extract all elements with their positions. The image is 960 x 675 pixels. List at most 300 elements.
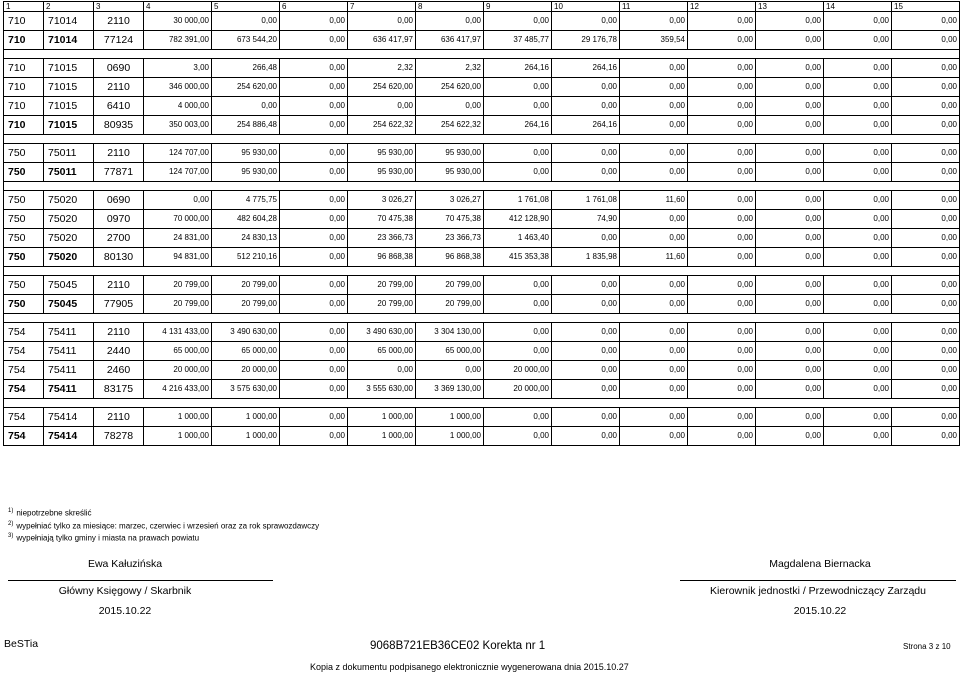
table-cell: 0,00 — [824, 210, 892, 229]
table-cell: 20 799,00 — [416, 276, 484, 295]
table-cell: 0,00 — [552, 78, 620, 97]
table-cell: 0690 — [94, 59, 144, 78]
total-row — [4, 295, 960, 314]
table-cell: 0,00 — [620, 342, 688, 361]
spacer-cell — [416, 135, 484, 144]
table-cell: 0,00 — [688, 229, 756, 248]
spacer-cell — [348, 314, 416, 323]
spacer-cell — [620, 267, 688, 276]
table-cell: 3 490 630,00 — [348, 323, 416, 342]
table-cell: 636 417,97 — [416, 31, 484, 50]
spacer-cell — [94, 314, 144, 323]
table-cell: 254 622,32 — [348, 116, 416, 135]
table-cell: 0,00 — [280, 59, 348, 78]
table-row — [4, 361, 960, 380]
spacer-cell — [892, 267, 960, 276]
table-cell: 0,00 — [756, 248, 824, 267]
table-cell: 673 544,20 — [212, 31, 280, 50]
table-row — [4, 408, 960, 427]
spacer-cell — [416, 399, 484, 408]
table-cell: 2700 — [94, 229, 144, 248]
table-cell: 75020 — [44, 248, 94, 267]
table-cell: 75411 — [44, 342, 94, 361]
spacer-cell — [44, 267, 94, 276]
table-cell: 0,00 — [824, 342, 892, 361]
spacer-cell — [552, 267, 620, 276]
table-cell: 0,00 — [620, 163, 688, 182]
table-cell: 65 000,00 — [348, 342, 416, 361]
spacer-cell — [824, 399, 892, 408]
spacer-row — [4, 182, 960, 191]
table-cell: 0,00 — [892, 163, 960, 182]
table-cell: 0,00 — [620, 276, 688, 295]
table-cell: 0,00 — [620, 380, 688, 399]
table-cell: 0,00 — [756, 427, 824, 446]
spacer-cell — [144, 399, 212, 408]
spacer-cell — [4, 267, 44, 276]
column-number: 13 — [756, 2, 824, 12]
footer-system: BeSTia — [4, 638, 39, 650]
table-cell: 0,00 — [756, 276, 824, 295]
table-cell: 0,00 — [552, 12, 620, 31]
table-cell: 95 930,00 — [348, 144, 416, 163]
table-cell: 350 003,00 — [144, 116, 212, 135]
table-cell: 750 — [4, 229, 44, 248]
table-cell: 0,00 — [552, 163, 620, 182]
column-number: 12 — [688, 2, 756, 12]
table-cell: 20 000,00 — [484, 361, 552, 380]
table-cell: 0,00 — [892, 78, 960, 97]
column-number: 7 — [348, 2, 416, 12]
table-cell: 415 353,38 — [484, 248, 552, 267]
table-cell: 0,00 — [484, 163, 552, 182]
left-signature-line — [8, 580, 273, 581]
table-cell: 71014 — [44, 12, 94, 31]
table-cell: 0,00 — [892, 361, 960, 380]
table-row — [4, 97, 960, 116]
spacer-cell — [688, 267, 756, 276]
spacer-cell — [416, 267, 484, 276]
spacer-cell — [280, 314, 348, 323]
column-number: 1 — [4, 2, 44, 12]
table-cell: 0,00 — [892, 408, 960, 427]
table-row — [4, 59, 960, 78]
table-cell: 75045 — [44, 295, 94, 314]
table-cell: 75411 — [44, 361, 94, 380]
table-cell: 0,00 — [484, 323, 552, 342]
table-cell: 2110 — [94, 12, 144, 31]
table-cell: 70 000,00 — [144, 210, 212, 229]
spacer-row — [4, 135, 960, 144]
spacer-cell — [892, 50, 960, 59]
table-cell: 0,00 — [824, 229, 892, 248]
table-cell: 0,00 — [688, 276, 756, 295]
table-cell: 0,00 — [892, 144, 960, 163]
table-cell: 0,00 — [756, 97, 824, 116]
table-cell: 0,00 — [280, 248, 348, 267]
spacer-cell — [824, 50, 892, 59]
table-cell: 74,90 — [552, 210, 620, 229]
table-cell: 754 — [4, 323, 44, 342]
table-cell: 0,00 — [620, 78, 688, 97]
table-cell: 2110 — [94, 276, 144, 295]
left-signature-date: 2015.10.22 — [98, 605, 152, 617]
table-cell: 2110 — [94, 408, 144, 427]
table-cell: 750 — [4, 163, 44, 182]
table-cell: 1 000,00 — [144, 427, 212, 446]
table-cell: 0,00 — [824, 380, 892, 399]
table-cell: 0970 — [94, 210, 144, 229]
table-cell: 0,00 — [824, 163, 892, 182]
table-cell: 482 604,28 — [212, 210, 280, 229]
table-cell: 0,00 — [892, 323, 960, 342]
total-row — [4, 31, 960, 50]
table-cell: 0,00 — [688, 12, 756, 31]
column-number: 9 — [484, 2, 552, 12]
spacer-cell — [212, 267, 280, 276]
spacer-cell — [416, 314, 484, 323]
table-cell: 0690 — [94, 191, 144, 210]
spacer-cell — [484, 399, 552, 408]
table-cell: 0,00 — [552, 380, 620, 399]
table-cell: 4 000,00 — [144, 97, 212, 116]
table-cell: 0,00 — [824, 31, 892, 50]
table-cell: 0,00 — [620, 323, 688, 342]
table-cell: 0,00 — [620, 408, 688, 427]
spacer-cell — [688, 50, 756, 59]
total-row — [4, 116, 960, 135]
table-cell: 710 — [4, 97, 44, 116]
spacer-cell — [348, 267, 416, 276]
table-cell: 0,00 — [688, 59, 756, 78]
table-cell: 346 000,00 — [144, 78, 212, 97]
spacer-cell — [756, 314, 824, 323]
table-cell: 3 369 130,00 — [416, 380, 484, 399]
table-cell: 78278 — [94, 427, 144, 446]
right-signature-line — [680, 580, 956, 581]
table-cell: 0,00 — [824, 97, 892, 116]
spacer-cell — [756, 50, 824, 59]
table-cell: 0,00 — [484, 295, 552, 314]
table-cell: 1 000,00 — [144, 408, 212, 427]
table-cell: 0,00 — [824, 361, 892, 380]
table-cell: 0,00 — [824, 427, 892, 446]
spacer-cell — [552, 314, 620, 323]
table-cell: 20 000,00 — [212, 361, 280, 380]
spacer-cell — [688, 135, 756, 144]
table-cell: 2110 — [94, 144, 144, 163]
spacer-cell — [620, 50, 688, 59]
table-cell: 359,54 — [620, 31, 688, 50]
table-cell: 3 304 130,00 — [416, 323, 484, 342]
footnote-2: $^{2)}$ wypełniać tylko za miesiące: marzec, czerwiec i wrzesień oraz za rok sprawozdawczy — [8, 520, 320, 531]
table-cell: 0,00 — [280, 361, 348, 380]
spacer-cell — [552, 399, 620, 408]
table-cell: 266,48 — [212, 59, 280, 78]
table-cell: 0,00 — [892, 229, 960, 248]
table-cell: 75020 — [44, 210, 94, 229]
table-cell: 0,00 — [688, 295, 756, 314]
column-number: 10 — [552, 2, 620, 12]
table-cell: 0,00 — [688, 97, 756, 116]
table-cell: 0,00 — [892, 31, 960, 50]
spacer-cell — [688, 399, 756, 408]
table-cell: 264,16 — [552, 116, 620, 135]
spacer-cell — [892, 314, 960, 323]
spacer-cell — [756, 267, 824, 276]
spacer-cell — [280, 267, 348, 276]
spacer-cell — [280, 399, 348, 408]
table-cell: 0,00 — [280, 116, 348, 135]
spacer-cell — [280, 182, 348, 191]
table-cell: 0,00 — [824, 144, 892, 163]
table-cell: 24 831,00 — [144, 229, 212, 248]
table-cell: 20 799,00 — [144, 295, 212, 314]
table-cell: 20 000,00 — [144, 361, 212, 380]
table-cell: 264,16 — [552, 59, 620, 78]
table-cell: 20 799,00 — [144, 276, 212, 295]
spacer-row — [4, 267, 960, 276]
table-cell: 20 799,00 — [348, 295, 416, 314]
table-cell: 0,00 — [688, 408, 756, 427]
spacer-cell — [94, 182, 144, 191]
table-cell: 0,00 — [212, 97, 280, 116]
table-cell: 754 — [4, 427, 44, 446]
table-cell: 80130 — [94, 248, 144, 267]
table-cell: 754 — [4, 380, 44, 399]
table-cell: 65 000,00 — [212, 342, 280, 361]
table-cell: 0,00 — [688, 342, 756, 361]
spacer-cell — [44, 135, 94, 144]
table-cell: 75011 — [44, 163, 94, 182]
table-cell: 0,00 — [552, 229, 620, 248]
table-cell: 70 475,38 — [416, 210, 484, 229]
column-number: 3 — [94, 2, 144, 12]
table-cell: 0,00 — [280, 144, 348, 163]
table-cell: 71015 — [44, 97, 94, 116]
table-cell: 0,00 — [688, 248, 756, 267]
table-cell: 71014 — [44, 31, 94, 50]
spacer-cell — [4, 50, 44, 59]
table-cell: 0,00 — [688, 144, 756, 163]
right-signature-role: Kierownik jednostki / Przewodniczący Zarządu — [710, 585, 926, 597]
spacer-cell — [824, 182, 892, 191]
table-cell: 65 000,00 — [416, 342, 484, 361]
spacer-cell — [212, 314, 280, 323]
table-cell: 0,00 — [620, 295, 688, 314]
right-signature-name: Magdalena Biernacka — [769, 558, 871, 570]
table-cell: 0,00 — [280, 408, 348, 427]
table-cell: 0,00 — [484, 427, 552, 446]
table-cell: 264,16 — [484, 116, 552, 135]
spacer-cell — [416, 182, 484, 191]
table-cell: 0,00 — [620, 116, 688, 135]
table-cell: 2,32 — [348, 59, 416, 78]
table-cell: 0,00 — [756, 78, 824, 97]
total-row — [4, 248, 960, 267]
table-cell: 71015 — [44, 59, 94, 78]
spacer-cell — [212, 50, 280, 59]
spacer-cell — [688, 314, 756, 323]
table-cell: 636 417,97 — [348, 31, 416, 50]
table-cell: 24 830,13 — [212, 229, 280, 248]
table-cell: 0,00 — [620, 97, 688, 116]
column-number: 11 — [620, 2, 688, 12]
table-cell: 0,00 — [280, 210, 348, 229]
table-cell: 95 930,00 — [212, 163, 280, 182]
spacer-cell — [756, 135, 824, 144]
spacer-cell — [144, 314, 212, 323]
table-cell: 0,00 — [824, 323, 892, 342]
table-cell: 0,00 — [688, 361, 756, 380]
spacer-cell — [94, 399, 144, 408]
table-cell: 124 707,00 — [144, 144, 212, 163]
table-cell: 0,00 — [280, 229, 348, 248]
table-cell: 0,00 — [688, 380, 756, 399]
table-cell: 0,00 — [484, 342, 552, 361]
column-number: 2 — [44, 2, 94, 12]
table-cell: 0,00 — [484, 97, 552, 116]
table-cell: 0,00 — [484, 144, 552, 163]
table-cell: 0,00 — [620, 144, 688, 163]
table-cell: 0,00 — [756, 144, 824, 163]
spacer-cell — [824, 267, 892, 276]
table-cell: 750 — [4, 295, 44, 314]
table-cell: 20 000,00 — [484, 380, 552, 399]
table-cell: 0,00 — [280, 295, 348, 314]
spacer-cell — [44, 50, 94, 59]
table-cell: 0,00 — [280, 380, 348, 399]
table-cell: 0,00 — [144, 191, 212, 210]
table-cell: 3 555 630,00 — [348, 380, 416, 399]
table-cell: 0,00 — [416, 97, 484, 116]
table-cell: 0,00 — [688, 323, 756, 342]
table-cell: 20 799,00 — [348, 276, 416, 295]
spacer-row — [4, 399, 960, 408]
table-cell: 0,00 — [824, 408, 892, 427]
table-cell: 0,00 — [484, 408, 552, 427]
table-cell: 75011 — [44, 144, 94, 163]
table-cell: 0,00 — [280, 163, 348, 182]
table-cell: 0,00 — [892, 97, 960, 116]
report-sheet — [3, 1, 957, 446]
table-cell: 37 485,77 — [484, 31, 552, 50]
table-cell: 1 000,00 — [416, 408, 484, 427]
table-cell: 11,60 — [620, 191, 688, 210]
footer-copy-note: Kopia z dokumentu podpisanego elektronicznie wygenerowana dnia 2015.10.27 — [310, 662, 629, 672]
spacer-cell — [212, 399, 280, 408]
table-cell: 754 — [4, 408, 44, 427]
footer-code: 9068B721EB36CE02 Korekta nr 1 — [370, 640, 546, 652]
spacer-cell — [892, 135, 960, 144]
table-cell: 0,00 — [620, 427, 688, 446]
table-cell: 754 — [4, 342, 44, 361]
table-cell: 23 366,73 — [348, 229, 416, 248]
spacer-cell — [212, 135, 280, 144]
spacer-cell — [688, 182, 756, 191]
table-cell: 710 — [4, 59, 44, 78]
table-cell: 0,00 — [484, 276, 552, 295]
table-cell: 77124 — [94, 31, 144, 50]
left-signature-name: Ewa Kałuzińska — [87, 558, 163, 570]
column-number: 15 — [892, 2, 960, 12]
spacer-cell — [416, 50, 484, 59]
table-cell: 1 761,08 — [552, 191, 620, 210]
table-cell: 2440 — [94, 342, 144, 361]
column-number: 14 — [824, 2, 892, 12]
table-cell: 0,00 — [892, 276, 960, 295]
table-cell: 512 210,16 — [212, 248, 280, 267]
table-cell: 0,00 — [620, 59, 688, 78]
table-cell: 77871 — [94, 163, 144, 182]
footnote-3: $^{3)}$ wypełniają tylko gminy i miasta na prawach powiatu — [8, 533, 200, 543]
table-cell: 4 775,75 — [212, 191, 280, 210]
table-cell: 96 868,38 — [348, 248, 416, 267]
table-cell: 3 575 630,00 — [212, 380, 280, 399]
table-cell: 77905 — [94, 295, 144, 314]
table-cell: 0,00 — [824, 191, 892, 210]
table-cell: 2110 — [94, 78, 144, 97]
total-row — [4, 380, 960, 399]
table-cell: 95 930,00 — [416, 144, 484, 163]
table-cell: 2,32 — [416, 59, 484, 78]
table-cell: 124 707,00 — [144, 163, 212, 182]
table-cell: 0,00 — [892, 59, 960, 78]
table-cell: 3,00 — [144, 59, 212, 78]
table-cell: 0,00 — [892, 427, 960, 446]
table-cell: 254 620,00 — [416, 78, 484, 97]
spacer-cell — [824, 314, 892, 323]
table-cell: 71015 — [44, 78, 94, 97]
spacer-cell — [892, 182, 960, 191]
table-cell: 0,00 — [552, 144, 620, 163]
table-cell: 0,00 — [892, 380, 960, 399]
spacer-cell — [4, 314, 44, 323]
spacer-cell — [552, 135, 620, 144]
table-row — [4, 210, 960, 229]
table-cell: 0,00 — [552, 276, 620, 295]
table-cell: 83175 — [94, 380, 144, 399]
spacer-cell — [4, 182, 44, 191]
table-cell: 1 000,00 — [348, 408, 416, 427]
table-cell: 0,00 — [756, 210, 824, 229]
budget-table — [3, 1, 960, 446]
spacer-cell — [620, 314, 688, 323]
table-cell: 0,00 — [280, 323, 348, 342]
table-cell: 0,00 — [484, 12, 552, 31]
table-cell: 0,00 — [756, 12, 824, 31]
spacer-cell — [4, 135, 44, 144]
table-cell: 1 000,00 — [416, 427, 484, 446]
table-cell: 0,00 — [756, 380, 824, 399]
table-cell: 0,00 — [280, 97, 348, 116]
table-cell: 0,00 — [552, 295, 620, 314]
column-number: 8 — [416, 2, 484, 12]
table-cell: 2110 — [94, 323, 144, 342]
table-cell: 0,00 — [756, 361, 824, 380]
spacer-cell — [620, 399, 688, 408]
table-cell: 0,00 — [552, 361, 620, 380]
table-cell: 0,00 — [484, 78, 552, 97]
table-cell: 254 886,48 — [212, 116, 280, 135]
table-cell: 750 — [4, 276, 44, 295]
table-cell: 80935 — [94, 116, 144, 135]
spacer-cell — [94, 267, 144, 276]
table-cell: 1 761,08 — [484, 191, 552, 210]
table-cell: 750 — [4, 210, 44, 229]
table-cell: 0,00 — [552, 408, 620, 427]
table-cell: 0,00 — [892, 248, 960, 267]
